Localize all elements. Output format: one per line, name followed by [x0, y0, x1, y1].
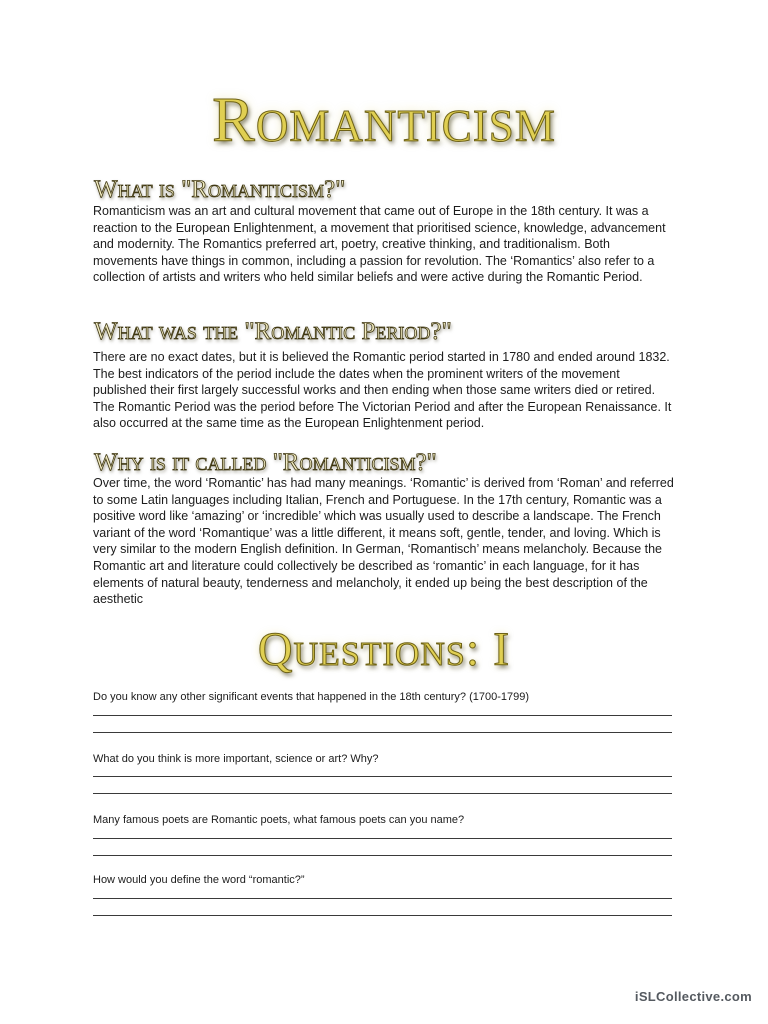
question-1: Do you know any other significant events that happened in the 18th century? (1700-1799)	[93, 691, 530, 703]
answer-line[interactable]	[93, 776, 672, 777]
section-body-what-is: Romanticism was an art and cultural movement that came out of Europe in the 18th century. It was a reaction to the European Enlightenment, a movement that prioritised science, knowledge, advancement and modernity. The Romantics preferred art, poetry, creative thinking, and traditionalism. Both movements have things in common, including a passion for revolution. The ‘Romantics’ also refer to a collection of artists and writers who held similar beliefs and were active during the Romantic Period.	[93, 204, 666, 285]
question-2: What do you think is more important, science or art? Why?	[93, 753, 379, 765]
section-heading-what-is: What is "Romanticism?"	[94, 176, 346, 203]
section-heading-why-called: Why is it called "Romanticism?"	[94, 449, 437, 476]
answer-line[interactable]	[93, 732, 672, 733]
answer-line[interactable]	[93, 855, 672, 856]
section-heading-romantic-period: What was the "Romantic Period?"	[94, 318, 452, 345]
answer-line[interactable]	[93, 915, 672, 916]
question-3: Many famous poets are Romantic poets, what famous poets can you name?	[93, 814, 465, 826]
section-body-romantic-period: There are no exact dates, but it is believed the Romantic period started in 1780 and ended around 1832. The best indicators of the period include the dates when the prominent writers of the movement published their first largely successful works and then ending when those same writers died or retired. The Romantic Period was the period before The Victorian Period and after the European Renaissance. It also occurred at the same time as the European Enlightenment period.	[93, 350, 672, 431]
question-4: How would you define the word “romantic?”	[93, 874, 305, 886]
site-watermark: iSLCollective.com	[634, 989, 752, 1004]
answer-line[interactable]	[93, 898, 672, 899]
answer-line[interactable]	[93, 838, 672, 839]
answer-line[interactable]	[93, 793, 672, 794]
page-title: Romanticism	[212, 84, 556, 155]
questions-title: Questions: I	[257, 623, 511, 676]
section-body-why-called: Over time, the word ‘Romantic’ has had many meanings. ‘Romantic’ is derived from ‘Roman’ and referred to some Latin languages including Italian, French and Portuguese. In the 17th century, Romantic was a positive word like ‘amazing’ or ‘incredible’ which was usually used to describe a landscape. The French variant of the word ‘Romantique’ was a little different, it means soft, gentle, tender, and loving. Which is very similar to the modern English definition. In German, ‘Romantisch’ means melancholy. Because the Romantic art and literature could collectively be described as ‘romantic’ in each language, for it has elements of natural beauty, tenderness and melancholy, it ended up being the best description of the aesthetic	[93, 476, 674, 607]
answer-line[interactable]	[93, 715, 672, 716]
